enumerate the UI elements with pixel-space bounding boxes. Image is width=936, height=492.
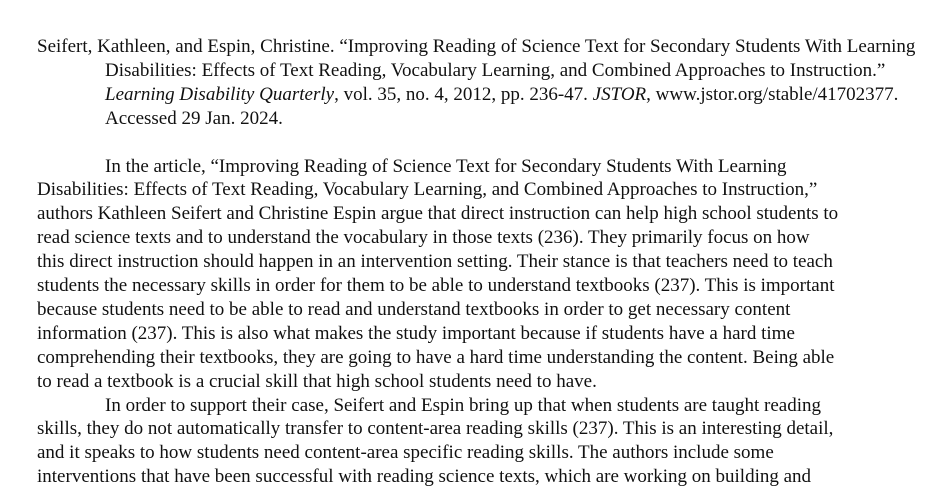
paragraph-line: In order to support their case, Seifert and Espin bring up that when students are taught reading — [105, 394, 821, 416]
paragraph-line: because students need to be able to read and understand textbooks in order to get necessary content — [37, 298, 791, 320]
paragraph-line: read science texts and to understand the vocabulary in those texts (236). They primarily focus on how — [37, 227, 810, 249]
paragraph-line: this direct instruction should happen in an intervention setting. Their stance is that teachers need to teach — [37, 251, 833, 273]
paragraph-line: and it speaks to how students need content-area specific reading skills. The authors include some — [37, 442, 774, 464]
paragraph-line: interventions that have been successful with reading science texts, which are working on building and — [37, 466, 812, 488]
body-paragraph-1 — [37, 155, 922, 394]
body-paragraph-2 — [37, 394, 922, 490]
paragraph-line: information (237). This is also what makes the study important because if students have a hard time — [37, 322, 795, 344]
works-cited-entry — [37, 35, 922, 131]
paragraph-line: students the necessary skills in order for them to be able to understand textbooks (237). This is important — [37, 275, 835, 297]
citation-article-title: “Improving Reading of Science Text for Secondary Students With Learning Disabilities: Effects of Text Reading, Vocabulary Learning, and Combined Approaches to Instruction.” — [105, 36, 916, 81]
document-page — [37, 35, 922, 489]
paragraph-line: skills, they do not automatically transfer to content-area reading skills (237). This is an interesting detail, — [37, 418, 834, 440]
paragraph-line: In the article, “Improving Reading of Science Text for Secondary Students With Learning — [105, 155, 787, 177]
paragraph-line: comprehending their textbooks, they are going to have a hard time understanding the content. Being able — [37, 346, 835, 368]
paragraph-line: to read a textbook is a crucial skill that high school students need to have. — [37, 370, 597, 392]
citation-database: JSTOR — [592, 83, 647, 105]
paragraph-line: authors Kathleen Seifert and Christine Espin argue that direct instruction can help high school students to — [37, 203, 839, 225]
citation-authors: Seifert, Kathleen, and Espin, Christine. — [37, 36, 335, 57]
paragraph-line: Disabilities: Effects of Text Reading, Vocabulary Learning, and Combined Approaches to Instruction,” — [37, 179, 818, 201]
citation-journal: Learning Disability Quarterly — [105, 83, 335, 105]
citation-details: , vol. 35, no. 4, 2012, pp. 236-47. — [334, 83, 588, 105]
citation-access: , www.jstor.org/stable/41702377. Accessed 29 Jan. 2024. — [105, 83, 899, 129]
